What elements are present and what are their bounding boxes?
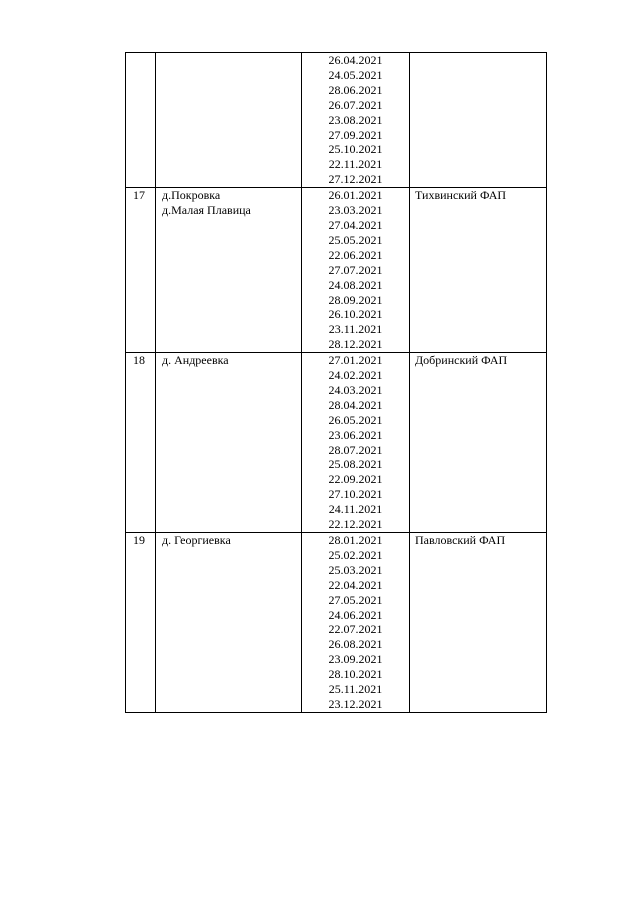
table-row <box>126 533 547 713</box>
dates-cell <box>302 53 410 188</box>
visit-date: 24.02.2021 <box>328 368 383 383</box>
visit-date: 22.09.2021 <box>328 472 383 487</box>
row-number: 19 <box>133 533 145 547</box>
location-name: д. Андреевка <box>162 353 229 368</box>
location-name: д. Георгиевка <box>162 533 231 547</box>
visit-date: 27.05.2021 <box>328 592 383 607</box>
location-name: д.Покровка <box>162 188 221 203</box>
visit-date: 25.05.2021 <box>328 232 383 247</box>
visit-date: 27.10.2021 <box>328 487 383 502</box>
visit-date: 27.09.2021 <box>328 127 383 142</box>
visit-date: 22.04.2021 <box>328 577 383 592</box>
schedule-table <box>125 52 547 713</box>
visit-date: 24.05.2021 <box>328 67 383 82</box>
fap-cell <box>410 188 547 353</box>
fap-name: Павловский ФАП <box>415 533 506 547</box>
visit-date: 22.11.2021 <box>328 157 383 172</box>
table-row <box>126 353 547 533</box>
visit-date: 23.08.2021 <box>328 112 383 127</box>
visit-date: 28.01.2021 <box>328 533 383 547</box>
visit-date: 25.08.2021 <box>328 457 383 472</box>
visit-date: 28.12.2021 <box>328 337 383 352</box>
visit-date: 26.05.2021 <box>328 412 383 427</box>
visit-date: 22.12.2021 <box>328 517 383 532</box>
table-row <box>126 53 547 188</box>
visit-date: 25.11.2021 <box>328 682 383 697</box>
visit-date: 23.06.2021 <box>328 427 383 442</box>
locations-cell <box>156 353 302 533</box>
visit-date: 26.10.2021 <box>328 307 383 322</box>
visit-date: 24.11.2021 <box>328 502 383 517</box>
row-number: 18 <box>133 353 145 368</box>
visit-date: 28.09.2021 <box>328 292 383 307</box>
row-number: 17 <box>133 188 145 203</box>
row-number-cell <box>126 53 156 188</box>
fap-cell <box>410 353 547 533</box>
visit-date: 26.08.2021 <box>328 637 383 652</box>
dates-cell <box>302 353 410 533</box>
visit-date: 24.06.2021 <box>328 607 383 622</box>
visit-date: 27.01.2021 <box>328 353 383 368</box>
visit-date: 24.08.2021 <box>328 277 383 292</box>
visit-date: 22.06.2021 <box>328 247 383 262</box>
visit-date: 27.04.2021 <box>328 217 383 232</box>
fap-name: Добринский ФАП <box>415 353 508 368</box>
locations-cell <box>156 53 302 188</box>
schedule-table-body <box>126 53 547 713</box>
visit-date: 25.02.2021 <box>328 547 383 562</box>
visit-date: 27.12.2021 <box>328 172 383 187</box>
visit-date: 26.07.2021 <box>328 97 383 112</box>
dates-cell <box>302 533 410 713</box>
visit-date: 28.07.2021 <box>328 442 383 457</box>
fap-cell <box>410 53 547 188</box>
visit-date: 25.10.2021 <box>328 142 383 157</box>
locations-cell <box>156 533 302 713</box>
visit-date: 26.04.2021 <box>328 53 383 67</box>
fap-cell <box>410 533 547 713</box>
fap-name: Тихвинский ФАП <box>415 188 507 203</box>
visit-date: 27.07.2021 <box>328 262 383 277</box>
visit-date: 28.10.2021 <box>328 667 383 682</box>
visit-date: 24.03.2021 <box>328 382 383 397</box>
location-name: д.Малая Плавица <box>162 203 251 218</box>
visit-date: 23.09.2021 <box>328 652 383 667</box>
locations-cell <box>156 188 302 353</box>
row-number-cell <box>126 353 156 533</box>
visit-date: 23.12.2021 <box>328 696 383 711</box>
dates-cell <box>302 188 410 353</box>
visit-date: 23.03.2021 <box>328 203 383 218</box>
visit-date: 23.11.2021 <box>328 322 383 337</box>
visit-date: 28.06.2021 <box>328 82 383 97</box>
visit-date: 28.04.2021 <box>328 397 383 412</box>
row-number-cell <box>126 533 156 713</box>
visit-date: 26.01.2021 <box>328 188 383 203</box>
visit-date: 25.03.2021 <box>328 562 383 577</box>
row-number-cell <box>126 188 156 353</box>
visit-date: 22.07.2021 <box>328 622 383 637</box>
table-row <box>126 188 547 353</box>
